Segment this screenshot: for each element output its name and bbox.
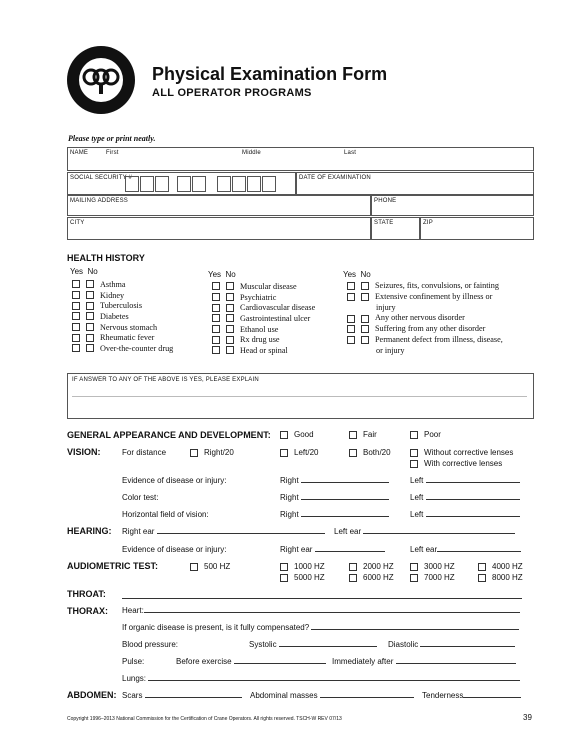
checkbox[interactable] <box>478 563 486 571</box>
checkbox[interactable] <box>410 431 418 439</box>
checkbox[interactable] <box>280 431 288 439</box>
instruction: Please type or print neatly. <box>68 134 156 143</box>
yes-no-header-1: Yes No <box>70 267 98 276</box>
checkbox[interactable] <box>410 460 418 468</box>
history-col-1: Asthma Kidney Tuberculosis Diabetes Nervous stomach Rheumatic fever Over-the-counter drug <box>72 279 173 354</box>
checkbox[interactable] <box>478 574 486 582</box>
page-number: 39 <box>523 713 532 722</box>
city-field[interactable]: CITY <box>67 217 371 240</box>
checkbox[interactable] <box>410 449 418 457</box>
checkbox[interactable] <box>349 574 357 582</box>
history-col-3: Seizures, fits, convulsions, or fainting Extensive confinement by illness or injury Any other nervous disorder Suffering from any other disorder Permanent defect from illness, disease, or injury <box>347 281 503 357</box>
ssn-field[interactable]: SOCIAL SECURITY # <box>67 172 296 195</box>
state-field[interactable]: STATE <box>371 217 420 240</box>
checkbox[interactable] <box>190 449 198 457</box>
checkbox[interactable] <box>349 449 357 457</box>
checkbox[interactable] <box>280 449 288 457</box>
checkbox[interactable] <box>280 574 288 582</box>
checkbox[interactable] <box>349 431 357 439</box>
checkbox[interactable] <box>349 563 357 571</box>
checkbox[interactable] <box>190 563 198 571</box>
vision-label: VISION: <box>67 447 101 457</box>
page-title: Physical Examination Form <box>152 64 388 84</box>
exam-section: GENERAL APPEARANCE AND DEVELOPMENT: Good Fair Poor VISION: For distance Right/20 Left/20 Both/20 Without corrective lenses With corrective lenses Evidence of disease or injury: Right Left Color test: Right Left Horizontal field of vision: Right Left HEARING: Right ear Left ear Evidence of disease or injury: Right ear Left ear AUDIOMETRIC TEST: 500 HZ 1000 HZ 2000 HZ 3000 HZ 4000 HZ 5000 HZ 6000 HZ 7000 HZ 8000 HZ THROAT: THORAX: Heart: If organic disease is present, is it fully compensated? Blood pressure: Systolic Diastolic Pulse: Before exercise Immediately after Lungs: ABDOMEN: Scars Abdominal masses Tenderness <box>67 430 523 700</box>
checkbox[interactable] <box>280 563 288 571</box>
history-col-2: Muscular disease Psychiatric Cardiovascular disease Gastrointestinal ulcer Ethanol use Rx drug use Head or spinal <box>212 281 315 356</box>
phone-field[interactable]: PHONE <box>371 195 534 216</box>
zip-field[interactable]: ZIP <box>420 217 534 240</box>
name-field[interactable]: NAME First Middle Last <box>67 147 534 171</box>
health-history-title: HEALTH HISTORY <box>67 253 145 263</box>
footer-copyright: Copyright 1996–2013 National Commission for the Certification of Crane Operators. All rights reserved. TSCH-W REV 07/13 <box>67 716 342 722</box>
checkbox[interactable] <box>410 574 418 582</box>
page-subtitle: ALL OPERATOR PROGRAMS <box>152 87 312 99</box>
address-field[interactable]: MAILING ADDRESS <box>67 195 371 216</box>
explain-field[interactable]: IF ANSWER TO ANY OF THE ABOVE IS YES, PLEASE EXPLAIN <box>67 373 534 419</box>
date-field[interactable]: DATE OF EXAMINATION <box>296 172 534 195</box>
yes-no-header-3: Yes No <box>343 270 371 279</box>
checkbox[interactable] <box>410 563 418 571</box>
yes-no-header-2: Yes No <box>208 270 236 279</box>
general-label: GENERAL APPEARANCE AND DEVELOPMENT: <box>67 430 271 440</box>
